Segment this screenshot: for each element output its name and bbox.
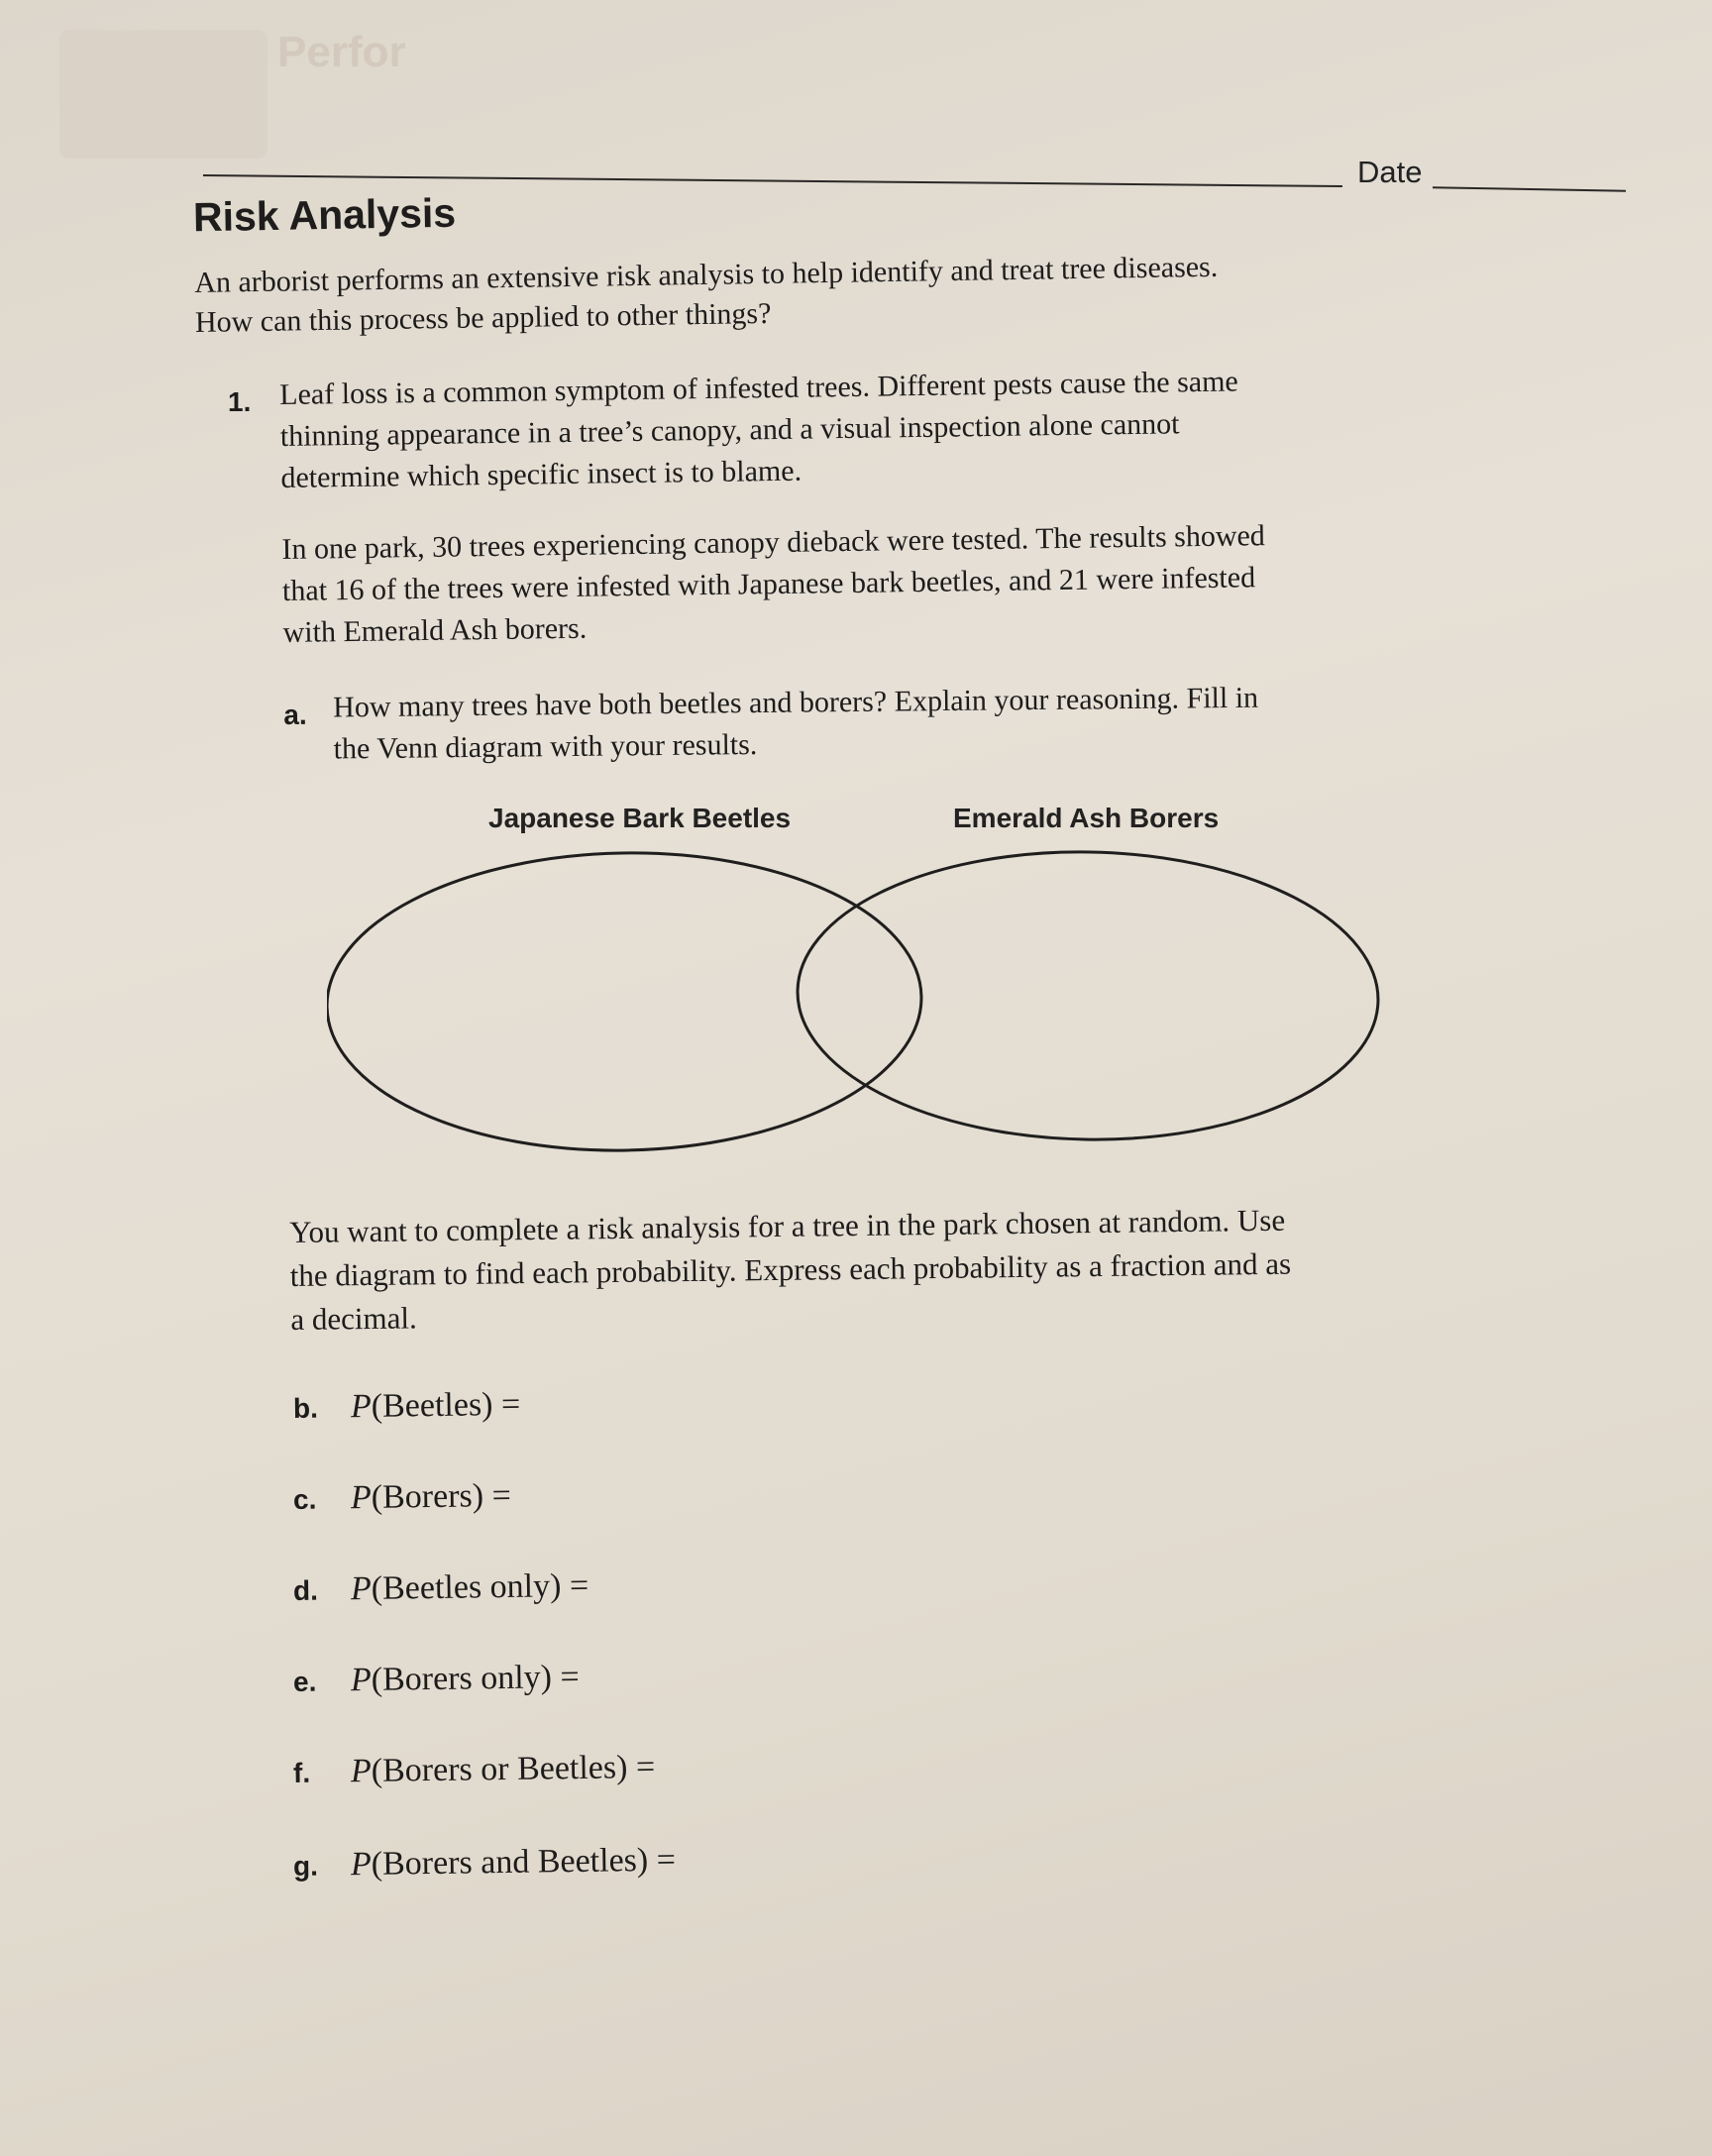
instructions-paragraph (289, 1197, 1460, 1342)
part-letter: g. (292, 1850, 319, 1882)
probability-symbol: P (350, 1387, 373, 1426)
equals-sign: = (627, 1748, 656, 1786)
intro-line: An arborist performs an extensive risk analysis to help identify and treat tree diseases. (194, 250, 1219, 299)
part-letter: f. (292, 1757, 311, 1788)
name-blank-line[interactable] (203, 174, 1342, 187)
paragraph-line: the diagram to find each probability. Express each probability as a fraction and as (289, 1245, 1292, 1293)
venn-circle-borers[interactable] (796, 847, 1381, 1144)
equals-sign: = (647, 1841, 677, 1879)
paragraph-line: thinning appearance in a tree’s canopy, and a visual inspection alone cannot (279, 407, 1180, 453)
bleed-through-heading: Perfor (277, 28, 406, 76)
intro-paragraph (194, 245, 1384, 343)
paragraph-line: that 16 of the trees were infested with Japanese bark beetles, and 21 were infested (281, 561, 1256, 607)
probability-item[interactable] (293, 1659, 580, 1700)
part-a-text (333, 676, 1384, 770)
probability-item[interactable] (293, 1842, 676, 1885)
part-letter: b. (292, 1392, 319, 1424)
probability-item[interactable] (293, 1386, 521, 1427)
paragraph-line: with Emerald Ash borers. (282, 611, 588, 649)
probability-expression: (Beetles) (371, 1386, 493, 1425)
date-blank-line[interactable] (1433, 186, 1626, 191)
part-letter: e. (292, 1666, 317, 1697)
equals-sign: = (561, 1566, 589, 1605)
probability-item[interactable] (293, 1477, 511, 1518)
probability-expression: (Beetles only) (371, 1567, 562, 1607)
equals-sign: = (482, 1476, 511, 1515)
part-letter: c. (292, 1483, 317, 1515)
paragraph-line: a decimal. (290, 1300, 417, 1337)
page-title: Risk Analysis (192, 189, 457, 241)
paragraph-line: the Venn diagram with your results. (333, 727, 758, 766)
question-paragraph (279, 359, 1421, 499)
probability-symbol: P (350, 1478, 373, 1517)
equals-sign: = (492, 1385, 521, 1424)
question-paragraph (281, 513, 1423, 654)
paragraph-line: How many trees have both beetles and borers? Explain your reasoning. Fill in (333, 681, 1259, 724)
paragraph-line: Leaf loss is a common symptom of infested trees. Different pests cause the same (279, 365, 1238, 411)
probability-item[interactable] (293, 1749, 656, 1791)
venn-label-borers: Emerald Ash Borers (953, 803, 1220, 833)
venn-label-beetles: Japanese Bark Beetles (488, 803, 792, 833)
intro-line: How can this process be applied to other things? (194, 296, 772, 339)
probability-symbol: P (350, 1845, 373, 1884)
question-1-body (279, 359, 1423, 684)
paragraph-line: In one park, 30 trees experiencing canopy dieback were tested. The results showed (281, 519, 1266, 566)
probability-symbol: P (350, 1752, 373, 1790)
probability-expression: (Borers or Beetles) (371, 1749, 628, 1789)
paragraph-line: You want to complete a risk analysis for a tree in the park chosen at random. Use (289, 1202, 1286, 1249)
part-letter: d. (292, 1574, 319, 1606)
question-number: 1. (228, 386, 252, 417)
date-label: Date (1357, 155, 1423, 189)
bleed-through-logo (59, 30, 268, 159)
paragraph-line: determine which specific insect is to blame. (280, 454, 802, 494)
probability-expression: (Borers and Beetles) (371, 1841, 649, 1883)
venn-diagram (327, 837, 1397, 1164)
probability-item[interactable] (293, 1567, 589, 1609)
equals-sign: = (551, 1658, 580, 1696)
venn-circle-beetles[interactable] (327, 848, 924, 1155)
probability-symbol: P (350, 1661, 373, 1699)
part-letter: a. (283, 699, 307, 730)
probability-expression: (Borers only) (371, 1659, 553, 1698)
probability-symbol: P (350, 1569, 373, 1608)
probability-expression: (Borers) (371, 1477, 484, 1516)
